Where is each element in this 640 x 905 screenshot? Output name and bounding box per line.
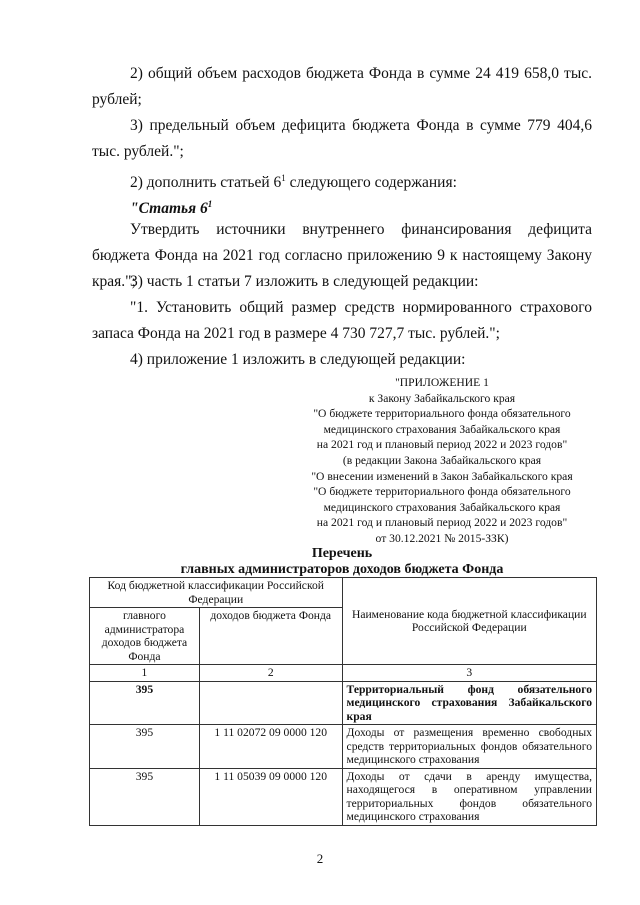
appendix-line: медицинского страхования Забайкальского края (323, 422, 561, 436)
income-code-cell: 1 11 05039 09 0000 120 (199, 768, 342, 825)
appendix-line: "ПРИЛОЖЕНИЕ 1 (395, 376, 489, 389)
header-code-cell: доходов бюджета Фонда (199, 608, 342, 665)
income-code-cell (199, 681, 342, 725)
income-name-cell: Доходы от размещения временно свободных средств территориальных фондов обязательного медицинского страхования (342, 725, 596, 769)
paragraph-part-amendment: 3) часть 1 статьи 7 изложить в следующей редакции: (130, 273, 479, 290)
page-number: 2 (316, 851, 324, 866)
list-title-line2: главных администраторов доходов бюджета Фонда (180, 562, 504, 577)
article-heading-text: "Статья 6 (130, 200, 208, 218)
appendix-line: "О бюджете территориального фонда обязательного (313, 407, 571, 421)
appendix-line: "О внесении изменений в Закон Забайкальского края (311, 469, 573, 483)
add-article-tail: следующего содержания: (285, 174, 457, 192)
header-name-cell: Наименование кода бюджетной классификации Российской Федерации (342, 578, 596, 665)
appendix-line: "О бюджете территориального фонда обязательного (313, 485, 571, 499)
income-name-cell: Территориальный фонд обязательного медицинского страхования Забайкальского края (342, 681, 596, 725)
list-title (92, 546, 592, 578)
header-admin-cell: главного администратора доходов бюджета Фонда (90, 608, 200, 665)
article-heading-sup: 1 (207, 199, 213, 209)
administrators-table (89, 577, 597, 826)
add-article-text: 2) дополнить статьей 6 (130, 174, 282, 192)
table-header-row (90, 578, 597, 608)
column-number: 1 (90, 665, 200, 682)
admin-code-cell: 395 (90, 681, 200, 725)
paragraph-expenditure-total: 2) общий объем расходов бюджета Фонда в сумме 24 419 658,0 тыс. рублей; (92, 65, 592, 108)
appendix-block (292, 375, 592, 547)
admin-code-cell: 395 (90, 768, 200, 825)
income-name-cell: Доходы от сдачи в аренду имущества, находящегося в оперативном управлении территориальных фондов обязательного медицинского страхования (342, 768, 596, 825)
appendix-line: на 2021 год и плановый период 2022 и 2023 годов" (316, 516, 568, 530)
list-title-line1: Перечень (311, 546, 373, 561)
table-row (90, 725, 597, 769)
appendix-line: от 30.12.2021 № 2015-ЗЗК) (375, 531, 509, 545)
income-code-cell: 1 11 02072 09 0000 120 (199, 725, 342, 769)
admin-code-cell: 395 (90, 725, 200, 769)
appendix-line: к Закону Забайкальского края (368, 391, 516, 405)
paragraph-deficit-limit: 3) предельный объем дефицита бюджета Фонда в сумме 779 404,6 тыс. рублей."; (92, 117, 592, 160)
header-group-cell: Код бюджетной классификации Российской Федерации (90, 578, 343, 608)
appendix-line: медицинского страхования Забайкальского края (323, 500, 561, 514)
add-article-sup: 1 (281, 173, 286, 183)
table-row (90, 768, 597, 825)
column-number: 3 (342, 665, 596, 682)
table-number-row (90, 665, 597, 682)
table-row (90, 681, 597, 725)
paragraph-appendix-amendment: 4) приложение 1 изложить в следующей редакции: (130, 351, 466, 368)
paragraph-reserve: "1. Установить общий размер средств нормированного страхового запаса Фонда на 2021 год в размере 4 730 727,7 тыс. рублей."; (92, 299, 592, 342)
paragraph-financing-sources: Утвердить источники внутреннего финансирования дефицита бюджета Фонда на 2021 год согласно приложению 9 к настоящему Закону края."; (92, 221, 592, 290)
appendix-line: (в редакции Закона Забайкальского края (342, 453, 542, 467)
appendix-line: на 2021 год и плановый период 2022 и 2023 годов" (316, 438, 568, 452)
column-number: 2 (199, 665, 342, 682)
